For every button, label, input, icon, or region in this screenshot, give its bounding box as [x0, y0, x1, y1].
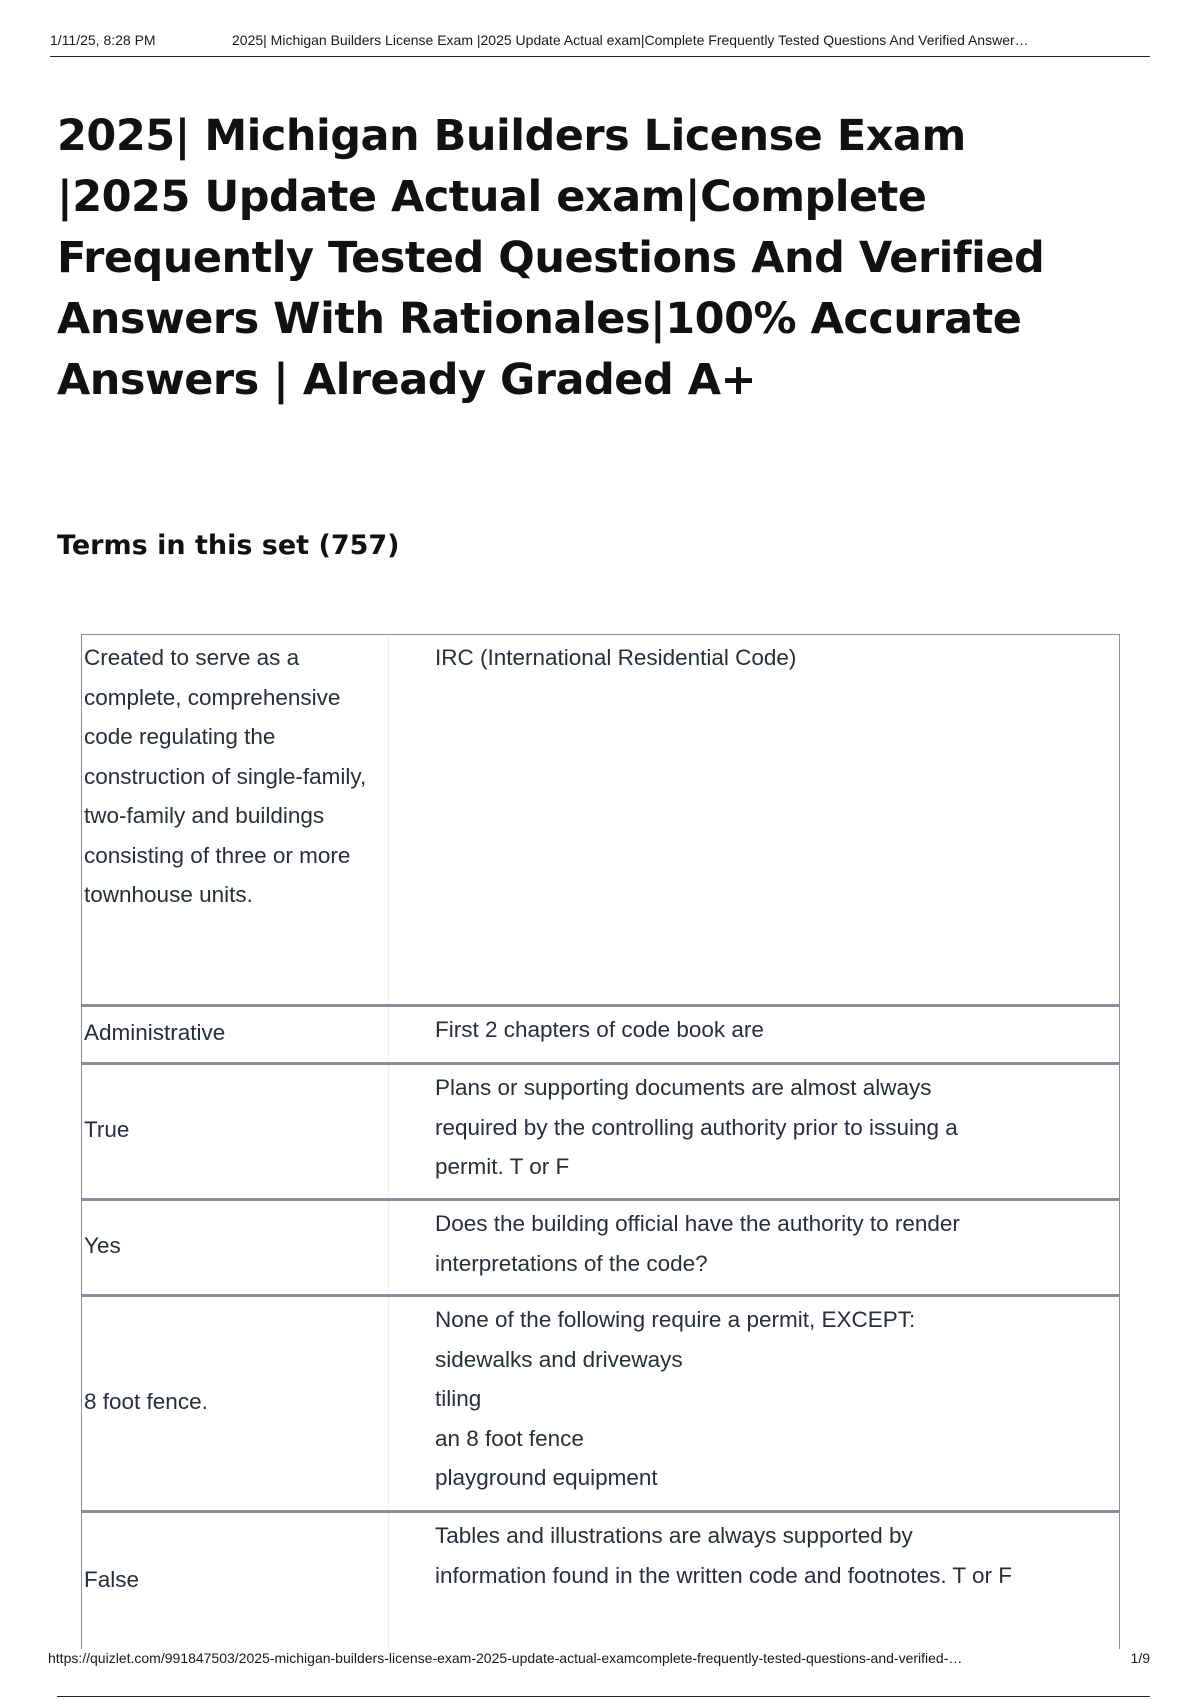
print-header — [50, 30, 1150, 57]
card-term: Yes — [82, 1201, 389, 1294]
card-definition: Plans or supporting documents are almost always required by the controlling authority prior to issuing a permit. T or F — [435, 1075, 958, 1179]
card-term: Administrative — [82, 1007, 389, 1062]
card-definition: None of the following require a permit, EXCEPT: sidewalks and driveways tiling an 8 foot fence playground equipment — [435, 1307, 916, 1490]
card-term: 8 foot fence. — [82, 1297, 389, 1510]
terms-count-heading: Terms in this set (757) — [57, 530, 400, 561]
card-definition: Does the building official have the authority to render interpretations of the code? — [435, 1211, 960, 1276]
card-term: False — [82, 1513, 389, 1649]
card-row — [81, 1065, 1120, 1201]
page-number: 1/9 — [1130, 1650, 1150, 1666]
card-row — [81, 1201, 1120, 1297]
card-definition: First 2 chapters of code book are — [435, 1017, 764, 1042]
card-term: Created to serve as a complete, comprehensive code regulating the construction of single-family, two-family and buildings consisting of three or more townhouse units. — [82, 635, 389, 1004]
page-title: 2025| Michigan Builders License Exam |2025 Update Actual exam|Complete Frequently Tested Questions And Verified Answers With Rationales|100% Accurate Answers | Already Graded A+ — [57, 111, 1045, 405]
footer-divider — [57, 1696, 1150, 1697]
card-definition: Tables and illustrations are always supported by information found in the written code and footnotes. T or F — [435, 1523, 1013, 1588]
card-definition: IRC (International Residential Code) — [435, 645, 797, 670]
card-row — [81, 1297, 1120, 1513]
card-term: True — [82, 1065, 389, 1198]
card-row — [81, 1513, 1120, 1649]
flashcard-table — [81, 634, 1120, 1649]
card-row — [81, 1007, 1120, 1065]
card-row — [81, 635, 1120, 1007]
print-date: 1/11/25, 8:28 PM — [50, 32, 156, 48]
print-doc-title: 2025| Michigan Builders License Exam |2025 Update Actual exam|Complete Frequently Tested Questions And Verified Answer… — [232, 32, 1029, 48]
print-url: https://quizlet.com/991847503/2025-michigan-builders-license-exam-2025-update-actual-examcomplete-frequently-tested-questions-and-verified-… — [48, 1650, 963, 1666]
